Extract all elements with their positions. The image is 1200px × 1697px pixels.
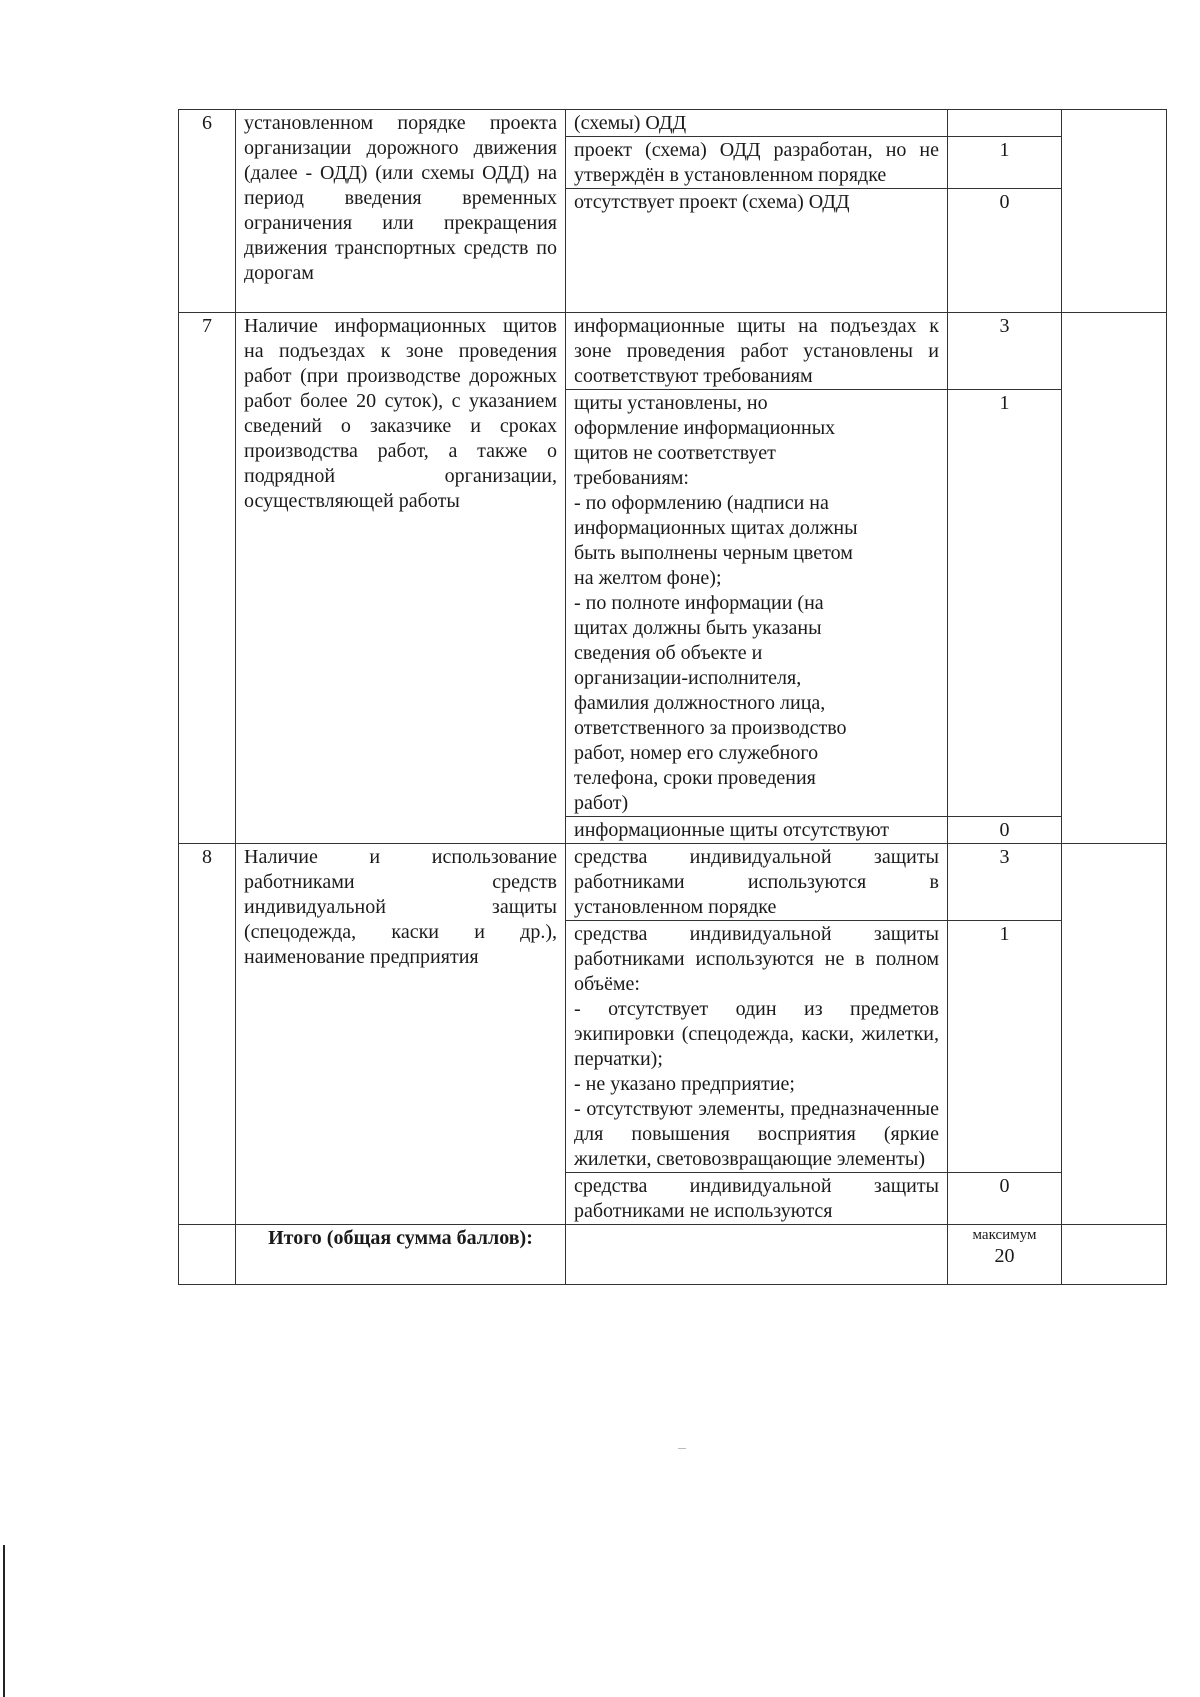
option-score: 1 [948,137,1062,189]
criterion-cell: Наличие информационных щитов на подъездах к зоне проведения работ (при производстве дорожных работ более 20 суток), с указанием сведений о заказчике и сроках производства работ, а также о подрядной организации, осуществляющей работы [236,313,566,844]
option-score: 0 [948,189,1062,313]
option-score [948,110,1062,137]
option-score: 0 [948,817,1062,844]
option-description: щиты установлены, но оформление информационных щитов не соответствует требованиям: - по оформлению (надписи на информационных щитах должны быть выполнены черным цветом на желтом фоне); - по полноте информации (на щитах должны быть указаны сведения об объекте и организации-исполнителя, фамилия должностного лица, ответственного за производство работ, номер его служебного телефона, сроки проведения работ) [566,390,948,817]
empty-cell [1062,313,1167,844]
row-number: 7 [179,313,236,844]
option-score: 1 [948,921,1062,1173]
row-number: 6 [179,110,236,313]
option-score: 1 [948,390,1062,817]
empty-cell [1062,844,1167,1225]
empty-cell [1062,1225,1167,1285]
total-row [179,1225,1167,1285]
option-description: отсутствует проект (схема) ОДД [566,189,948,313]
total-max-cell [948,1225,1062,1285]
table-row [179,844,1167,921]
option-score: 0 [948,1173,1062,1225]
total-max-label: максимум [972,1227,1037,1243]
row-number: 8 [179,844,236,1225]
empty-cell [1062,110,1167,313]
total-label: Итого (общая сумма баллов): [236,1225,566,1285]
scan-mark [678,1448,686,1449]
table-row [179,110,1167,137]
option-description: информационные щиты отсутствуют [566,817,948,844]
scan-margin-line [3,1545,5,1697]
evaluation-table [178,109,1167,1285]
option-description: средства индивидуальной защиты работниками используются не в полном объёме: - отсутствует один из предметов экипировки (спецодежда, каски, жилетки, перчатки); - не указано предприятие; - отсутствуют элементы, предназначенные для повышения восприятия (яркие жилетки, световозвращающие элементы) [566,921,948,1173]
criterion-cell: Наличие и использование работниками средств индивидуальной защиты (спецодежда, каски и др.), наименование предприятия [236,844,566,1225]
option-description: средства индивидуальной защиты работниками используются в установленном порядке [566,844,948,921]
empty-cell [566,1225,948,1285]
empty-cell [179,1225,236,1285]
criterion-cell: установленном порядке проекта организации дорожного движения (далее - ОДД) (или схемы ОДД) на период введения временных ограничения или прекращения движения транспортных средств по дорогам [236,110,566,313]
option-description: средства индивидуальной защиты работниками не используются [566,1173,948,1225]
option-description: информационные щиты на подъездах к зоне проведения работ установлены и соответствуют требованиям [566,313,948,390]
table-row [179,313,1167,390]
option-description: проект (схема) ОДД разработан, но не утверждён в установленном порядке [566,137,948,189]
option-description: (схемы) ОДД [566,110,948,137]
option-score: 3 [948,844,1062,921]
total-max-value: 20 [994,1245,1015,1267]
option-score: 3 [948,313,1062,390]
